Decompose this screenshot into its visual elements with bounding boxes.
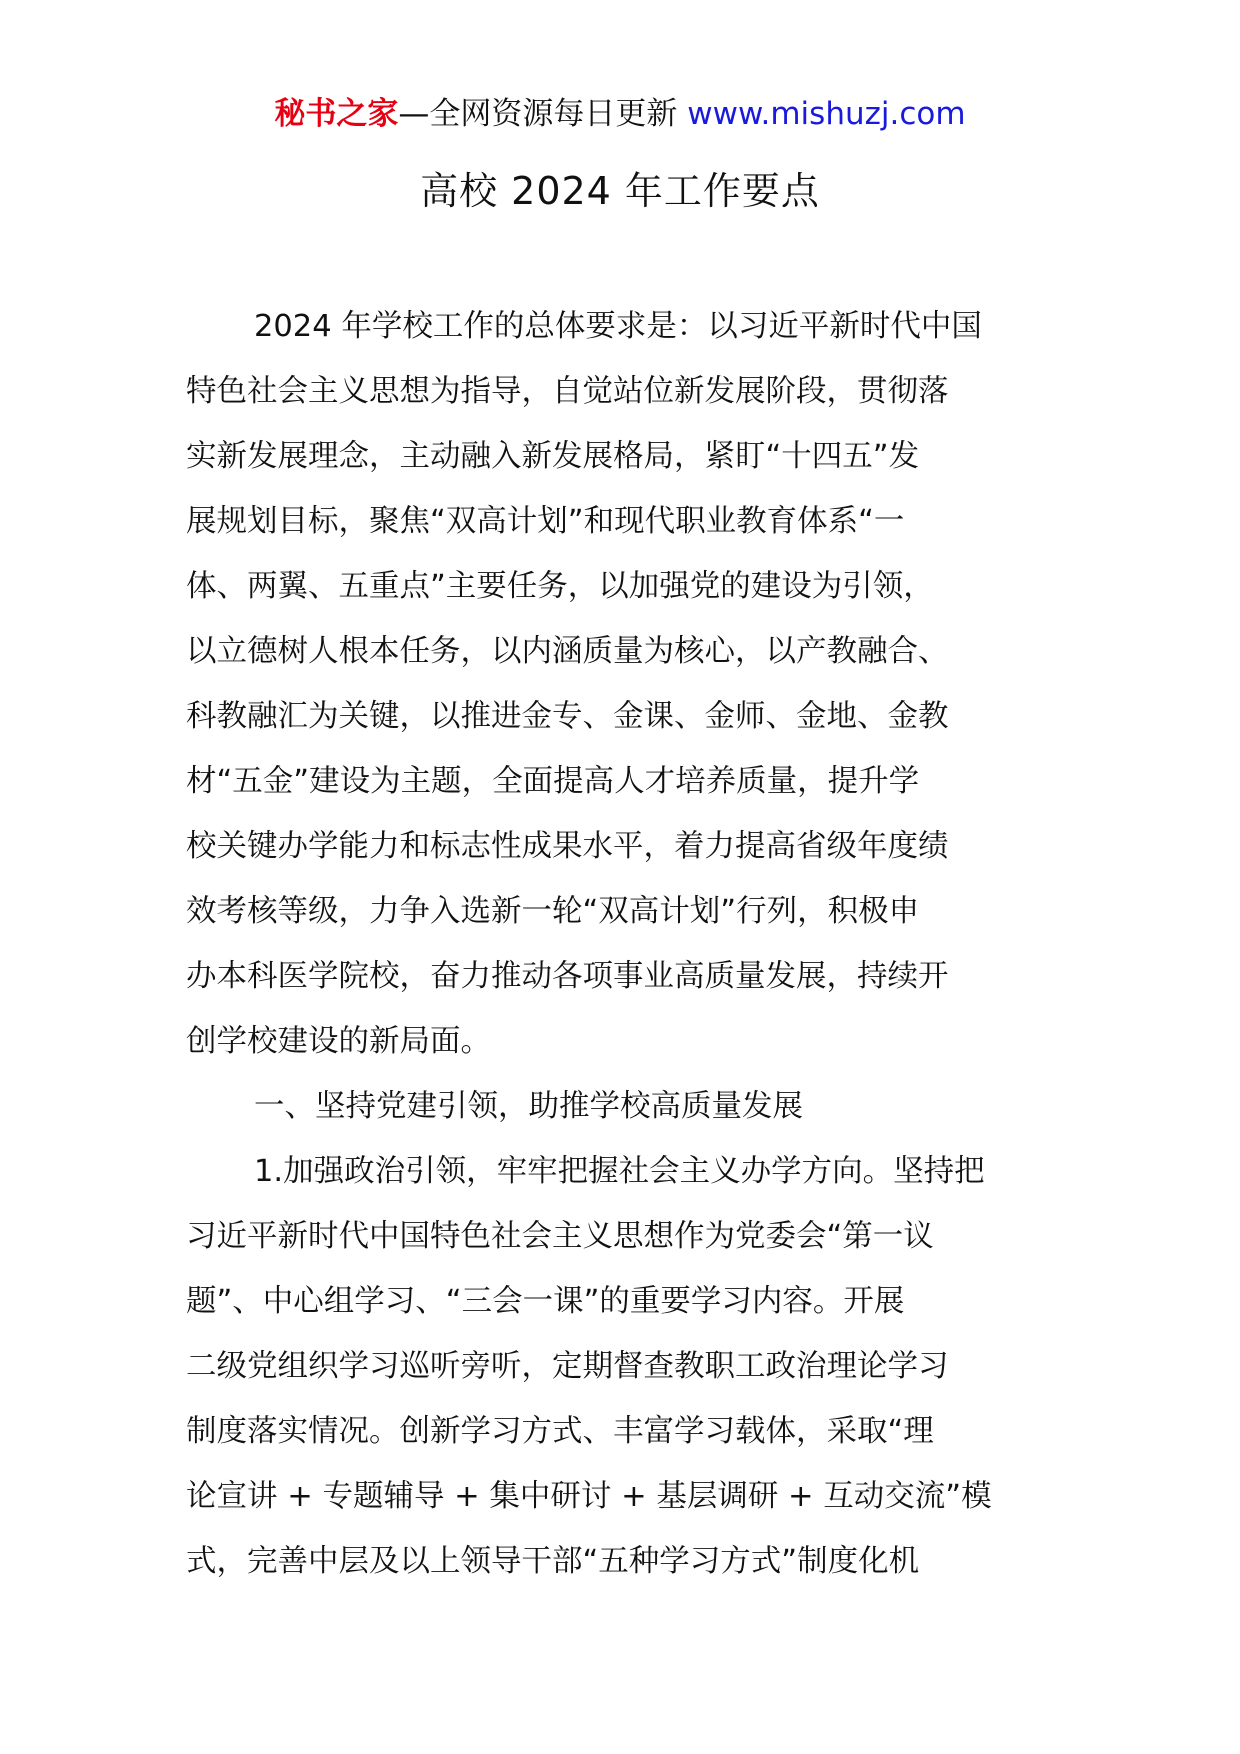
text-line: 办本科医学院校，奋力推动各项事业高质量发展，持续开 [186, 959, 949, 994]
text-line: 式，完善中层及以上领导干部“五种学习方式”制度化机 [186, 1544, 920, 1579]
text-line: 2024 年学校工作的总体要求是：以习近平新时代中国 [254, 309, 982, 344]
text-line: 校关键办学能力和标志性成果水平，着力提高省级年度绩 [186, 829, 949, 864]
text-line: 题”、中心组学习、“三会一课”的重要学习内容。开展 [186, 1284, 905, 1319]
text-line: 材“五金”建设为主题，全面提高人才培养质量，提升学 [186, 764, 920, 799]
document-body [186, 294, 1054, 1594]
text-line: 科教融汇为关键，以推进金专、金课、金师、金地、金教 [186, 699, 949, 734]
document-title: 高校 2024 年工作要点 [420, 169, 820, 213]
text-line: 习近平新时代中国特色社会主义思想作为党委会“第一议 [186, 1219, 934, 1254]
text-line: 特色社会主义思想为指导，自觉站位新发展阶段，贯彻落 [186, 374, 949, 409]
text-line: 体、两翼、五重点”主要任务，以加强党的建设为引领， [186, 569, 934, 604]
header-tagline: —全网资源每日更新 [398, 96, 688, 132]
text-line: 论宣讲 + 专题辅导 + 集中研讨 + 基层调研 + 互动交流”模 [186, 1479, 992, 1514]
text-line: 展规划目标，聚焦“双高计划”和现代职业教育体系“一 [186, 504, 905, 539]
site-url-link[interactable]: www.mishuzj.com [687, 96, 966, 132]
text-line: 一、坚持党建引领，助推学校高质量发展 [254, 1089, 803, 1124]
text-line: 二级党组织学习巡听旁听，定期督查教职工政治理论学习 [186, 1349, 949, 1384]
site-header [0, 94, 1240, 134]
text-line: 创学校建设的新局面。 [186, 1024, 491, 1059]
brand-name: 秘书之家 [274, 96, 399, 132]
text-line: 1.加强政治引领，牢牢把握社会主义办学方向。坚持把 [254, 1154, 985, 1189]
text-line: 以立德树人根本任务，以内涵质量为核心，以产教融合、 [186, 634, 949, 669]
text-line: 效考核等级，力争入选新一轮“双高计划”行列，积极申 [186, 894, 920, 929]
text-line: 实新发展理念，主动融入新发展格局，紧盯“十四五”发 [186, 439, 920, 474]
text-line: 制度落实情况。创新学习方式、丰富学习载体，采取“理 [186, 1414, 934, 1449]
